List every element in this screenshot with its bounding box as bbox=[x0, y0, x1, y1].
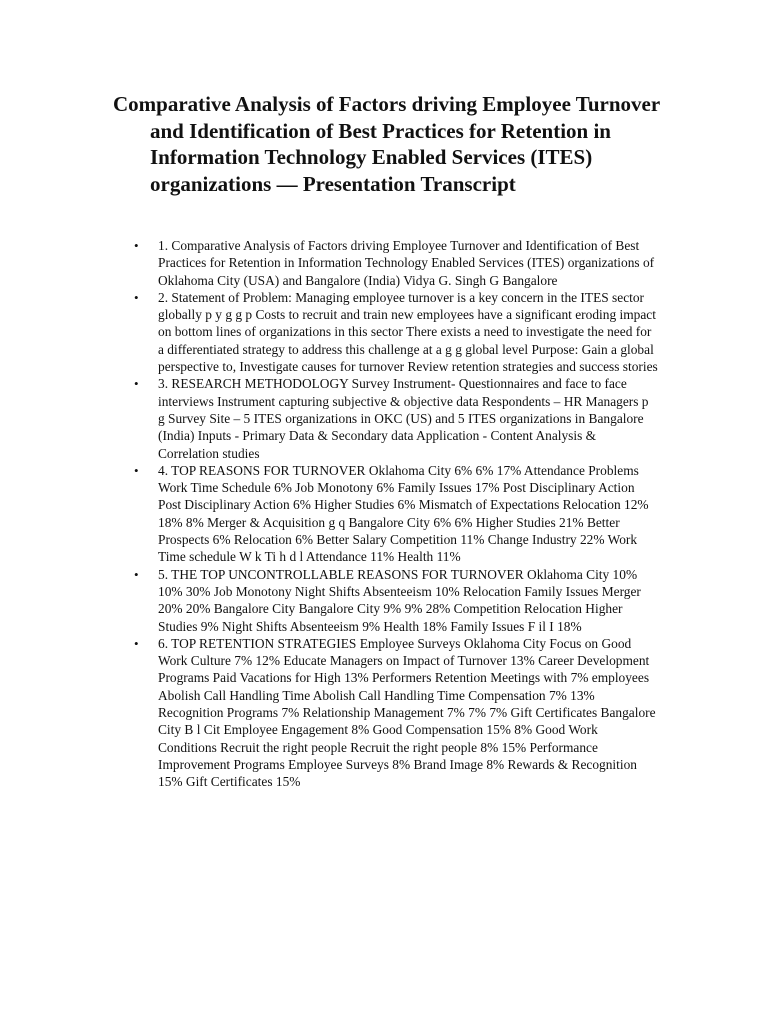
bullet-icon: • bbox=[134, 566, 139, 582]
list-item bbox=[134, 635, 658, 791]
list-item bbox=[134, 237, 658, 289]
bullet-icon: • bbox=[134, 238, 139, 253]
list-item-text: 2. Statement of Problem: Managing employee turnover is a key concern in the ITES sector globally p y g g p Costs to recruit and train new employees have a significant eroding impact on bottom lines of organizations in this sector There exists a need to investigate the need for a differentiated strategy to address this challenge at a g g global level Purpose: Gain a global perspective to, Investigate causes for turnover Review retention strategies and success stories bbox=[158, 289, 658, 375]
list-item-text: 5. THE TOP UNCONTROLLABLE REASONS FOR TURNOVER Oklahoma City 10% 10% 30% Job Monotony Night Shifts Absenteeism 10% Relocation Family Issues Merger 20% 20% Bangalore City Bangalore City 9% 9% 28% Competition Relocation Higher Studies 9% Night Shifts Absenteeism 9% Health 18% Family Issues F il I 18% bbox=[158, 566, 641, 634]
bullet-icon: • bbox=[134, 635, 139, 651]
list-item-text: 4. TOP REASONS FOR TURNOVER Oklahoma City 6% 6% 17% Attendance Problems Work Time Schedule 6% Job Monotony 6% Family Issues 17% Post Disciplinary Action Post Disciplinary Action 6% Higher Studies 6% Mismatch of Expectations Relocation 12% 18% 8% Merger & Acquisition g q Bangalore City 6% 6% Higher Studies 21% Better Prospects 6% Relocation 6% Better Salary Competition 11% Change Industry 22% Work Time schedule W k Ti h d l Attendance 11% Health 11% bbox=[158, 462, 649, 565]
list-item-text: 1. Comparative Analysis of Factors driving Employee Turnover and Identification of Best Practices for Retention in Information Technology Enabled Services (ITES) organizations of Oklahoma City (USA) and Bangalore (India) Vidya G. Singh G Bangalore bbox=[158, 238, 655, 288]
document-title: Comparative Analysis of Factors driving Employee Turnover and Identification of Best Practices for Retention in Information Technology Enabled Services (ITES) organizations — Presentation Transcript bbox=[113, 92, 660, 196]
list-item-text: 6. TOP RETENTION STRATEGIES Employee Surveys Oklahoma City Focus on Good Work Culture 7% 12% Educate Managers on Impact of Turnover 13% Career Development Programs Paid Vacations for High 13% Performers Retention Meetings with 7% employees Abolish Call Handling Time Abolish Call Handling Time Compensation 7% 13% Recognition Programs 7% Relationship Management 7% 7% 7% Gift Certificates Bangalore City B l Cit Employee Engagement 8% Good Compensation 15% 8% Good Work Conditions Recruit the right people Recruit the right people 8% 15% Performance Improvement Programs Employee Surveys 8% Brand Image 8% Rewards & Recognition 15% Gift Certificates 15% bbox=[158, 635, 656, 790]
bullet-icon: • bbox=[134, 462, 139, 478]
list-item bbox=[134, 462, 658, 566]
list-item-text: 3. RESEARCH METHODOLOGY Survey Instrument- Questionnaires and face to face interviews Instrument capturing subjective & objective data Respondents – HR Managers p g Survey Site – 5 ITES organizations in OKC (US) and 5 ITES organizations in Bangalore (India) Inputs - Primary Data & Secondary data Application - Content Analysis & Correlation studies bbox=[158, 376, 649, 461]
list-item bbox=[134, 566, 658, 635]
bullet-icon: • bbox=[134, 289, 139, 305]
list-item bbox=[134, 289, 658, 375]
list-item bbox=[134, 375, 658, 461]
bullet-icon: • bbox=[134, 376, 139, 392]
transcript-list bbox=[134, 237, 658, 791]
